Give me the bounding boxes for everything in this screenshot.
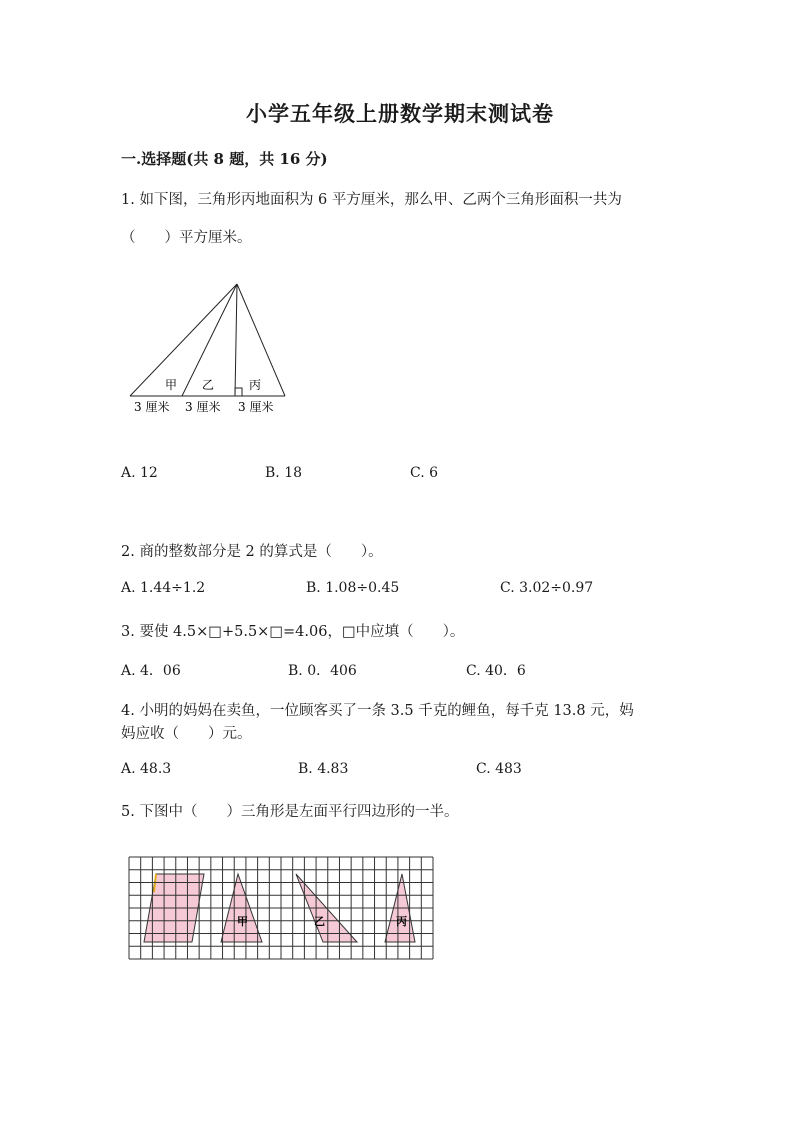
q3-option-b[interactable]: B. 0．406 — [288, 663, 357, 679]
q2-option-a[interactable]: A. 1.44÷1.2 — [121, 580, 206, 596]
question-3-line1: 3. 要使 4.5×□+5.5×□=4.06，□中应填（ ）。 — [121, 624, 465, 640]
grid-figure-q5 — [125, 852, 437, 964]
base-label-1: 3 厘米 — [134, 400, 170, 414]
question-4-line2: 妈应收（ ）元。 — [121, 726, 252, 742]
question-1-line2: （ ）平方厘米。 — [121, 230, 252, 246]
triangle-figure-q1 — [125, 278, 295, 418]
q1-option-b[interactable]: B. 18 — [265, 465, 303, 481]
q2-option-c[interactable]: C. 3.02÷0.97 — [500, 580, 594, 596]
label-bing: 丙 — [249, 378, 262, 392]
label-bing-q5: 丙 — [396, 915, 407, 928]
label-yi: 乙 — [202, 378, 215, 392]
q4-option-a[interactable]: A. 48.3 — [121, 761, 172, 777]
q4-option-b[interactable]: B. 4.83 — [298, 761, 349, 777]
q2-option-b[interactable]: B. 1.08÷0.45 — [306, 580, 400, 596]
q1-option-a[interactable]: A. 12 — [121, 465, 158, 481]
label-jia: 甲 — [165, 378, 178, 392]
q3-option-a[interactable]: A. 4．06 — [121, 663, 181, 679]
question-4-line1: 4. 小明的妈妈在卖鱼，一位顾客买了一条 3.5 千克的鲤鱼，每千克 13.8 元，妈 — [121, 703, 634, 719]
base-label-3: 3 厘米 — [238, 400, 274, 414]
q1-option-c[interactable]: C. 6 — [410, 465, 439, 481]
question-2-line1: 2. 商的整数部分是 2 的算式是（ ）。 — [121, 544, 383, 560]
question-5-line1: 5. 下图中（ ）三角形是左面平行四边形的一半。 — [121, 804, 459, 820]
label-yi-q5: 乙 — [314, 915, 325, 928]
section-heading: 一.选择题(共 8 题，共 16 分) — [121, 150, 328, 168]
base-label-2: 3 厘米 — [185, 400, 221, 414]
page-title: 小学五年级上册数学期末测试卷 — [246, 101, 554, 126]
q4-option-c[interactable]: C. 483 — [476, 761, 522, 777]
question-1-line1: 1. 如下图，三角形丙地面积为 6 平方厘米，那么甲、乙两个三角形面积一共为 — [121, 192, 622, 208]
q3-option-c[interactable]: C. 40．6 — [466, 663, 526, 679]
label-jia-q5: 甲 — [237, 915, 248, 928]
